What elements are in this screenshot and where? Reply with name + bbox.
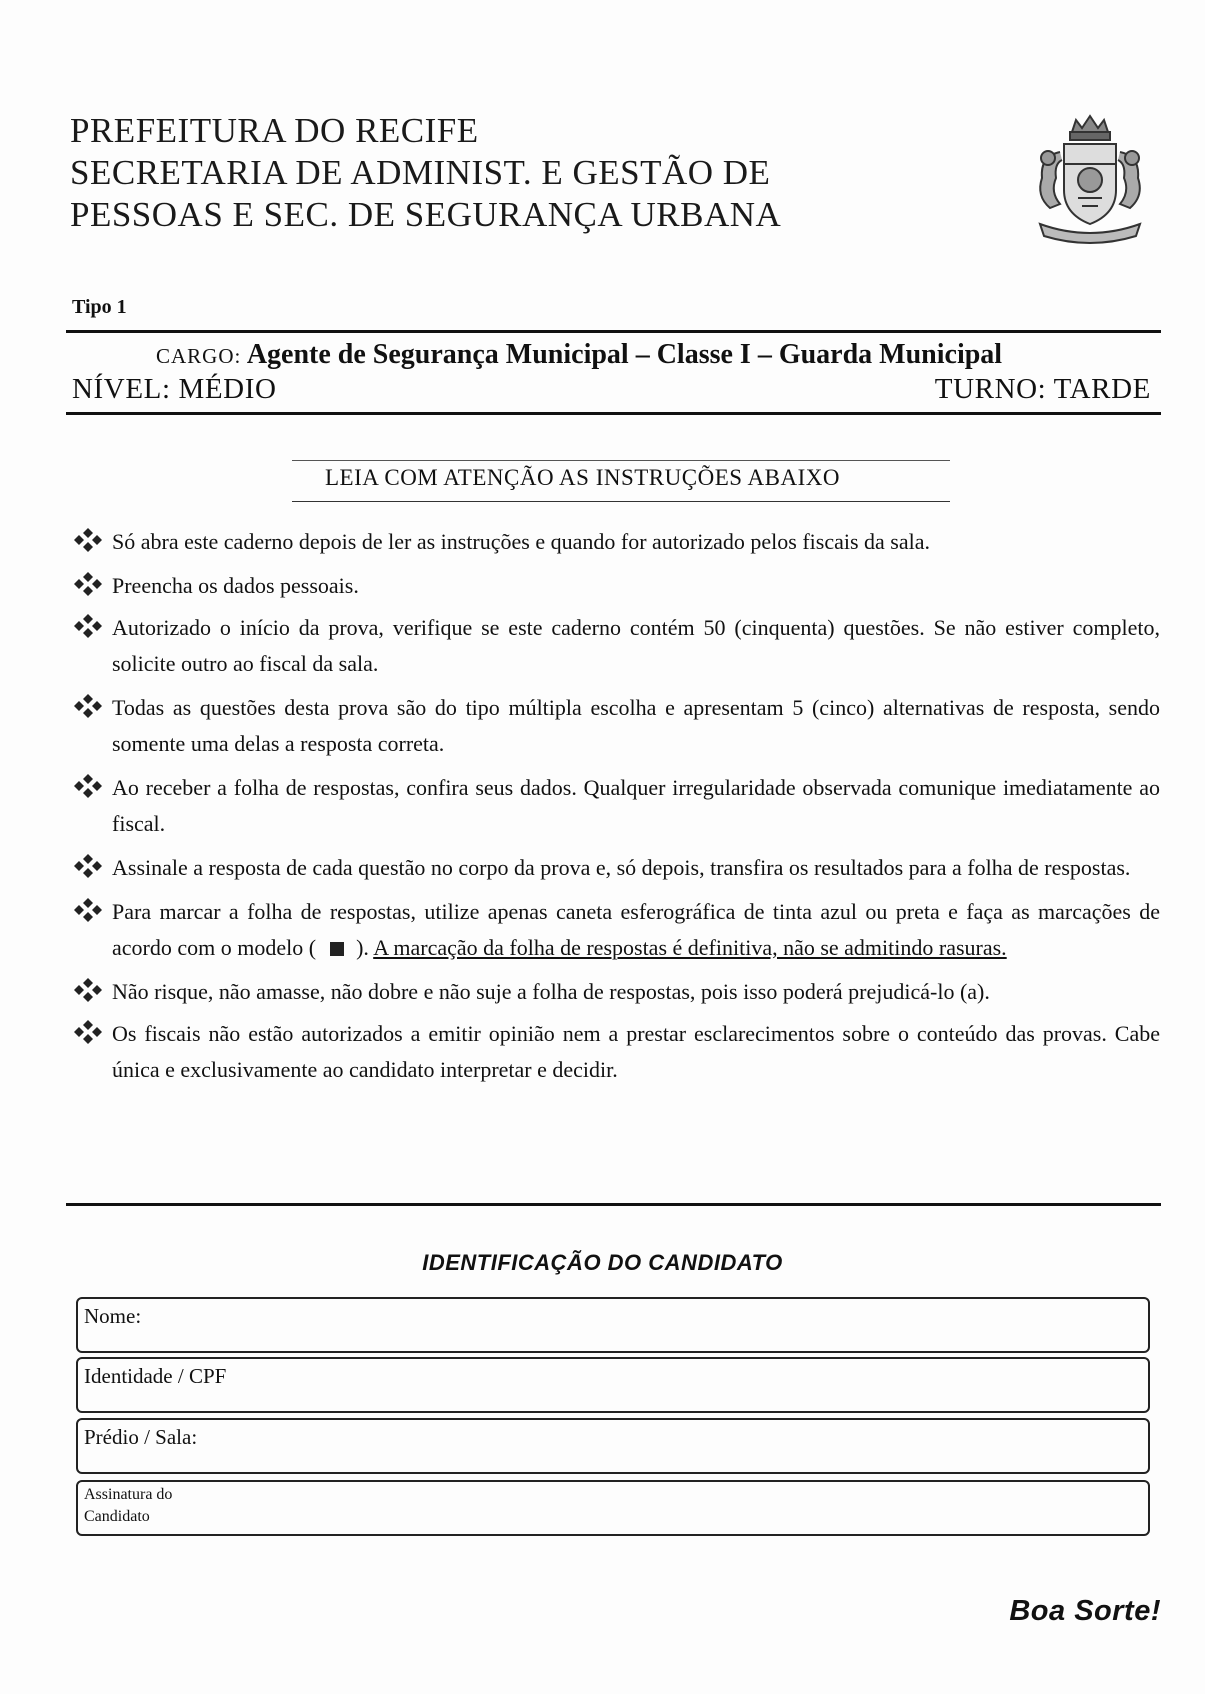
diamond-bullet-icon bbox=[72, 526, 104, 556]
identification-title: IDENTIFICAÇÃO DO CANDIDATO bbox=[422, 1250, 783, 1275]
cargo-label: CARGO: bbox=[156, 344, 242, 368]
divider bbox=[66, 412, 1161, 415]
diamond-bullet-icon bbox=[72, 1018, 104, 1048]
header-line-3: PESSOAS E SEC. DE SEGURANÇA URBANA bbox=[70, 195, 782, 234]
name-field[interactable] bbox=[76, 1297, 1150, 1353]
signature-input[interactable] bbox=[228, 1488, 1136, 1528]
name-input[interactable] bbox=[228, 1305, 1136, 1345]
exam-type: Tipo 1 bbox=[72, 296, 127, 318]
filled-mark-sample-icon bbox=[330, 942, 344, 956]
diamond-bullet-icon bbox=[72, 772, 104, 802]
signature-field[interactable] bbox=[76, 1480, 1150, 1536]
id-cpf-input[interactable] bbox=[228, 1365, 1136, 1405]
instruction-text: Assinale a resposta de cada questão no corpo da prova e, só depois, transfira os resultados para a folha de respostas. bbox=[112, 855, 1131, 880]
nivel-label: NÍVEL: MÉDIO bbox=[72, 373, 277, 405]
instruction-text: Todas as questões desta prova são do tipo múltipla escolha e apresentam 5 (cinco) alternativas de resposta, sendo somente uma delas a resposta correta. bbox=[112, 695, 1160, 756]
id-cpf-field[interactable] bbox=[76, 1357, 1150, 1413]
instruction-item bbox=[72, 974, 1160, 1010]
instruction-text: Autorizado o início da prova, verifique se este caderno contém 50 (cinquenta) questões. Se não estiver completo, solicite outro ao fiscal da sala. bbox=[112, 615, 1160, 676]
signature-label: Assinatura do Candidato bbox=[84, 1486, 173, 1525]
name-label: Nome: bbox=[84, 1304, 142, 1328]
header-line-1: PREFEITURA DO RECIFE bbox=[70, 111, 479, 150]
cargo-value: Agente de Segurança Municipal – Classe I – Guarda Municipal bbox=[246, 339, 1003, 370]
instruction-text: Os fiscais não estão autorizados a emitir opinião nem a prestar esclarecimentos sobre o conteúdo das provas. Cabe única e exclusivamente ao candidato interpretar e decidir. bbox=[112, 1021, 1160, 1082]
instruction-text: Só abra este caderno depois de ler as instruções e quando for autorizado pelos fiscais da sala. bbox=[112, 529, 930, 554]
diamond-bullet-icon bbox=[72, 570, 104, 600]
instruction-text: Para marcar a folha de respostas, utilize apenas caneta esferográfica de tinta azul ou preta e faça as marcações de acordo com o modelo ( bbox=[112, 899, 1160, 960]
instruction-text: Ao receber a folha de respostas, confira seus dados. Qualquer irregularidade observada comunique imediatamente ao fiscal. bbox=[112, 775, 1160, 836]
instruction-item bbox=[72, 894, 1160, 966]
good-luck-text: Boa Sorte! bbox=[1009, 1595, 1161, 1627]
instruction-text: ). bbox=[356, 935, 369, 960]
instruction-text: Não risque, não amasse, não dobre e não suje a folha de respostas, pois isso poderá prejudicá-lo (a). bbox=[112, 979, 990, 1004]
divider bbox=[66, 330, 1161, 333]
cargo-line bbox=[156, 339, 1002, 371]
instruction-item bbox=[72, 610, 1160, 682]
recife-coat-of-arms-icon bbox=[1020, 112, 1160, 252]
instruction-item bbox=[72, 524, 1160, 560]
id-cpf-label: Identidade / CPF bbox=[84, 1364, 227, 1388]
diamond-bullet-icon bbox=[72, 896, 104, 926]
instruction-item bbox=[72, 568, 1160, 604]
diamond-bullet-icon bbox=[72, 692, 104, 722]
instruction-underlined-text: A marcação da folha de respostas é definitiva, não se admitindo rasuras. bbox=[373, 935, 1007, 960]
turno-label: TURNO: TARDE bbox=[934, 373, 1151, 405]
instruction-item bbox=[72, 850, 1160, 886]
instructions-heading: LEIA COM ATENÇÃO AS INSTRUÇÕES ABAIXO bbox=[325, 465, 840, 490]
instructions-list bbox=[72, 524, 1160, 1096]
instruction-item bbox=[72, 1016, 1160, 1088]
institution-header bbox=[70, 110, 970, 236]
diamond-bullet-icon bbox=[72, 612, 104, 642]
diamond-bullet-icon bbox=[72, 852, 104, 882]
header-line-2: SECRETARIA DE ADMINIST. E GESTÃO DE bbox=[70, 153, 771, 192]
diamond-bullet-icon bbox=[72, 976, 104, 1006]
building-room-label: Prédio / Sala: bbox=[84, 1425, 198, 1449]
building-room-field[interactable] bbox=[76, 1418, 1150, 1474]
section-divider bbox=[66, 1203, 1161, 1206]
instruction-text: Preencha os dados pessoais. bbox=[112, 573, 359, 598]
instructions-heading-box bbox=[292, 460, 950, 502]
building-room-input[interactable] bbox=[228, 1426, 1136, 1466]
instruction-item bbox=[72, 770, 1160, 842]
instruction-item bbox=[72, 690, 1160, 762]
